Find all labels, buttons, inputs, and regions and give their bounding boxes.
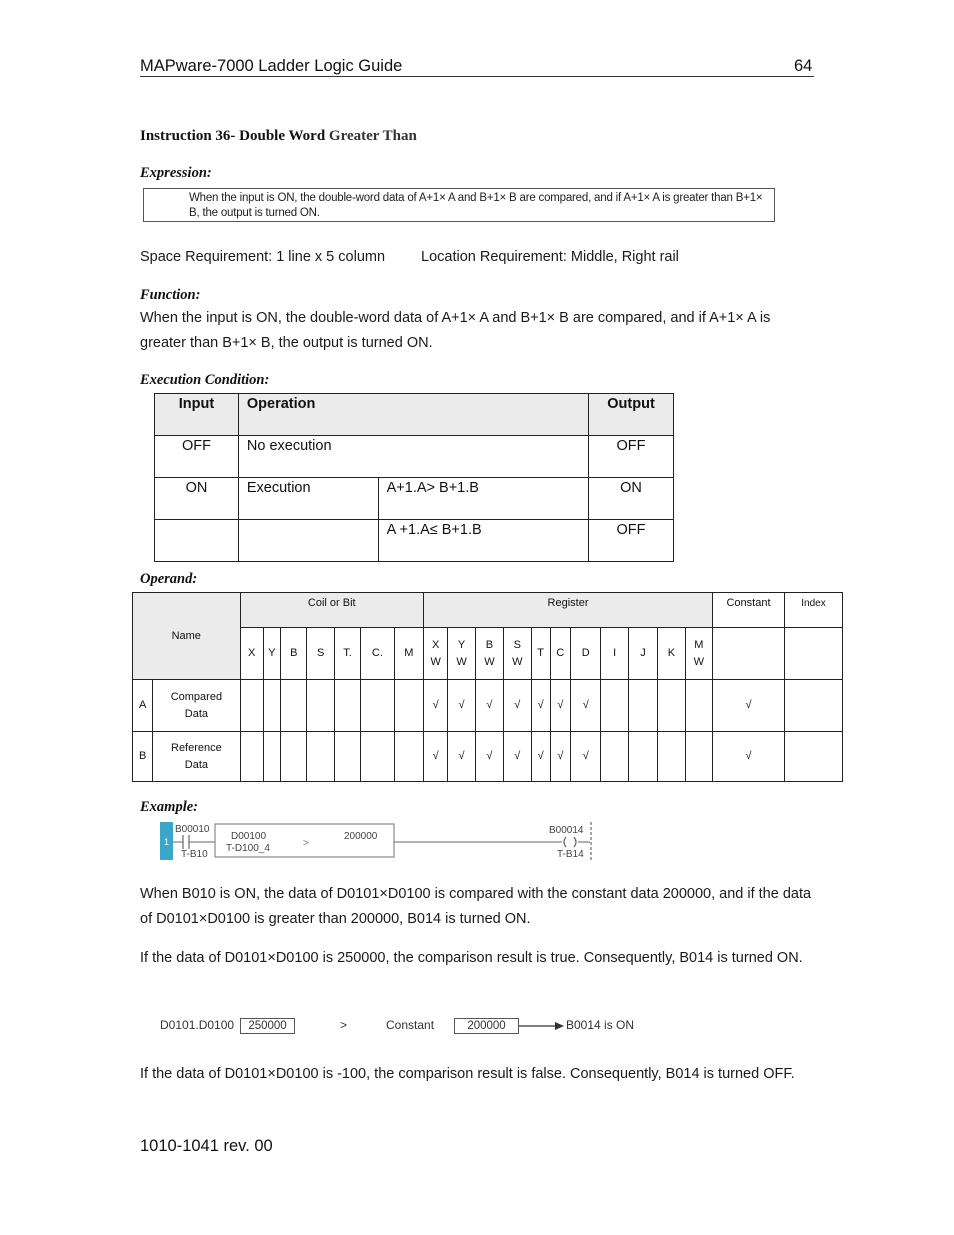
- space-requirement: Space Requirement: 1 line x 5 column: [140, 249, 386, 265]
- operand-cell: [334, 732, 360, 782]
- operand-check: [685, 732, 712, 782]
- operand-col-register: [685, 628, 712, 680]
- operand-col-register: T: [531, 628, 550, 680]
- ladder-diagram: [160, 820, 596, 864]
- operand-table: [132, 592, 843, 782]
- execution-input: [155, 520, 239, 562]
- compare-constant: 200000: [344, 831, 378, 842]
- page-number: 64: [794, 57, 813, 75]
- operand-col-line1: B: [485, 638, 494, 651]
- execution-operation: Execution: [238, 478, 378, 520]
- operand-col-line2: W: [693, 655, 704, 668]
- operand-col-register: [424, 628, 448, 680]
- section-title-bold: Instruction 36- Double Word: [140, 128, 326, 144]
- execution-operation: [238, 520, 378, 562]
- operand-col-coil: T.: [334, 628, 360, 680]
- operand-row-name-line1: Reference: [171, 741, 222, 754]
- operand-col-coil: Y: [263, 628, 280, 680]
- operand-row-letter: B: [133, 732, 153, 782]
- operand-col-line2: W: [456, 655, 467, 668]
- operand-check: [685, 680, 712, 732]
- execution-output: OFF: [589, 520, 674, 562]
- operand-check: √: [504, 680, 531, 732]
- operand-a-tag: T-D100_4: [226, 843, 270, 854]
- expression-text: When the input is ON, the double-word data of A+1× A and B+1× B are compared, and if A+1× A is greater than B+1× B, the output is turned ON.: [189, 192, 763, 219]
- operand-a-address: D00100: [231, 831, 267, 842]
- expression-box: [143, 188, 775, 222]
- operand-row-name-line1: Compared: [170, 690, 223, 703]
- operand-row: [133, 680, 843, 732]
- operand-col-line1: S: [513, 638, 521, 651]
- execution-header-input: Input: [155, 394, 239, 436]
- example-paragraph-3: If the data of D0101×D0100 is -100, the comparison result is false. Consequently, B014 is turned OFF.: [140, 1066, 795, 1082]
- coil-address: B00014: [549, 825, 584, 836]
- operand-check: √: [571, 732, 601, 782]
- operand-check: √: [448, 732, 475, 782]
- operand-cell: [263, 732, 280, 782]
- operand-col-line2: W: [484, 655, 495, 668]
- execution-header-output: Output: [589, 394, 674, 436]
- operand-col-register: [448, 628, 475, 680]
- execution-label: Execution Condition:: [140, 372, 270, 388]
- operand-col-register: J: [628, 628, 657, 680]
- header-rule: [140, 76, 814, 77]
- operand-check: √: [475, 680, 503, 732]
- flow-constant-value: 200000: [454, 1018, 519, 1034]
- flow-constant-label: Constant: [386, 1018, 435, 1032]
- compare-operator: >: [303, 838, 309, 849]
- operand-group-row: [133, 593, 843, 628]
- footer-revision: 1010-1041 rev. 00: [140, 1137, 273, 1155]
- coil-tag: T-B14: [557, 849, 584, 860]
- operand-check: √: [571, 680, 601, 732]
- execution-header-operation: Operation: [238, 394, 588, 436]
- operand-cell: [281, 680, 307, 732]
- operand-group-constant: Constant: [713, 593, 785, 628]
- operand-row-letter: A: [133, 680, 153, 732]
- execution-output: OFF: [589, 436, 674, 478]
- execution-input: OFF: [155, 436, 239, 478]
- operand-cell: [334, 680, 360, 732]
- operand-row-name-line2: Data: [184, 707, 209, 720]
- flow-arrow-icon: [519, 1020, 565, 1032]
- execution-input: ON: [155, 478, 239, 520]
- operand-row: [133, 732, 843, 782]
- comparison-flow: [160, 1016, 640, 1038]
- operand-check: √: [475, 732, 503, 782]
- operand-row-name: [153, 680, 240, 732]
- operand-check: [628, 732, 657, 782]
- operand-cell: [240, 680, 263, 732]
- operand-col-coil: C.: [361, 628, 394, 680]
- operand-check: √: [448, 680, 475, 732]
- operand-check: [628, 680, 657, 732]
- flow-register-value: 250000: [240, 1018, 295, 1034]
- operand-check: [658, 680, 685, 732]
- function-text: When the input is ON, the double-word data of A+1× A and B+1× B are compared, and if A+1× A is greater than B+1× B, the output is turned ON.: [140, 310, 771, 351]
- operand-group-index: Index: [785, 593, 843, 628]
- operand-cell: [394, 732, 423, 782]
- operand-col-register: D: [571, 628, 601, 680]
- operand-index-cell: [785, 732, 843, 782]
- operand-col-register: K: [658, 628, 685, 680]
- contact-tag: T-B10: [181, 849, 208, 860]
- example-paragraph-2: If the data of D0101×D0100 is 250000, the comparison result is true. Consequently, B014 is turned ON.: [140, 950, 803, 966]
- flow-operator: >: [340, 1018, 348, 1032]
- operand-cell: [281, 732, 307, 782]
- operand-cell: [361, 732, 394, 782]
- operand-col-constant: [713, 628, 785, 680]
- execution-table: [154, 393, 674, 562]
- header-title: MAPware-7000 Ladder Logic Guide: [140, 57, 403, 75]
- operand-col-coil: B: [281, 628, 307, 680]
- operand-cell: [263, 680, 280, 732]
- flow-result: B0014 is ON: [566, 1018, 635, 1032]
- example-label: Example:: [140, 799, 198, 815]
- operand-col-register: [504, 628, 531, 680]
- operand-col-line1: M: [694, 638, 704, 651]
- execution-operation: No execution: [238, 436, 588, 478]
- operand-constant-check: √: [713, 680, 785, 732]
- flow-register-label: D0101.D0100: [160, 1018, 235, 1032]
- execution-header-row: [155, 394, 674, 436]
- operand-check: √: [424, 732, 448, 782]
- section-title: [140, 128, 417, 145]
- operand-label: Operand:: [140, 571, 198, 587]
- operand-cell: [394, 680, 423, 732]
- operand-check: √: [504, 732, 531, 782]
- location-requirement: Location Requirement: Middle, Right rail: [421, 249, 679, 265]
- operand-col-coil: X: [240, 628, 263, 680]
- function-label: Function:: [140, 287, 201, 303]
- operand-name-header: Name: [133, 593, 241, 680]
- example-paragraph-1: When B010 is ON, the data of D0101×D0100 is compared with the constant data 200000, and if the data of D0101×D0100 is greater than 200000, B014 is turned ON.: [140, 886, 812, 927]
- execution-row: [155, 436, 674, 478]
- operand-cell: [307, 732, 334, 782]
- expression-label: Expression:: [140, 165, 212, 181]
- operand-cell: [361, 680, 394, 732]
- operand-col-register: I: [601, 628, 628, 680]
- operand-group-coil: Coil or Bit: [240, 593, 424, 628]
- execution-condition: A +1.A≤ B+1.B: [378, 520, 588, 562]
- operand-col-line1: Y: [457, 638, 466, 651]
- execution-output: ON: [589, 478, 674, 520]
- operand-check: √: [531, 732, 550, 782]
- operand-col-line2: W: [512, 655, 523, 668]
- operand-check: √: [531, 680, 550, 732]
- operand-check: √: [550, 680, 570, 732]
- operand-cell: [240, 732, 263, 782]
- operand-col-coil: M: [394, 628, 423, 680]
- operand-col-index: [785, 628, 843, 680]
- rung-number: 1: [163, 837, 170, 847]
- execution-row: [155, 478, 674, 520]
- operand-check: [601, 732, 628, 782]
- operand-col-line1: X: [432, 638, 440, 651]
- coil-symbol: [564, 837, 576, 847]
- execution-condition: A+1.A> B+1.B: [378, 478, 588, 520]
- operand-constant-check: √: [713, 732, 785, 782]
- operand-cell: [307, 680, 334, 732]
- operand-col-register: C: [550, 628, 570, 680]
- operand-col-register: [475, 628, 503, 680]
- execution-row: [155, 520, 674, 562]
- operand-check: [601, 680, 628, 732]
- operand-col-coil: S: [307, 628, 334, 680]
- operand-group-register: Register: [424, 593, 713, 628]
- operand-row-name-line2: Data: [184, 758, 209, 771]
- operand-index-cell: [785, 680, 843, 732]
- operand-row-name: [153, 732, 240, 782]
- operand-check: √: [550, 732, 570, 782]
- operand-col-line2: W: [430, 655, 441, 668]
- operand-check: √: [424, 680, 448, 732]
- operand-check: [658, 732, 685, 782]
- contact-address: B00010: [175, 824, 210, 835]
- section-title-rest: Greater Than: [325, 128, 417, 144]
